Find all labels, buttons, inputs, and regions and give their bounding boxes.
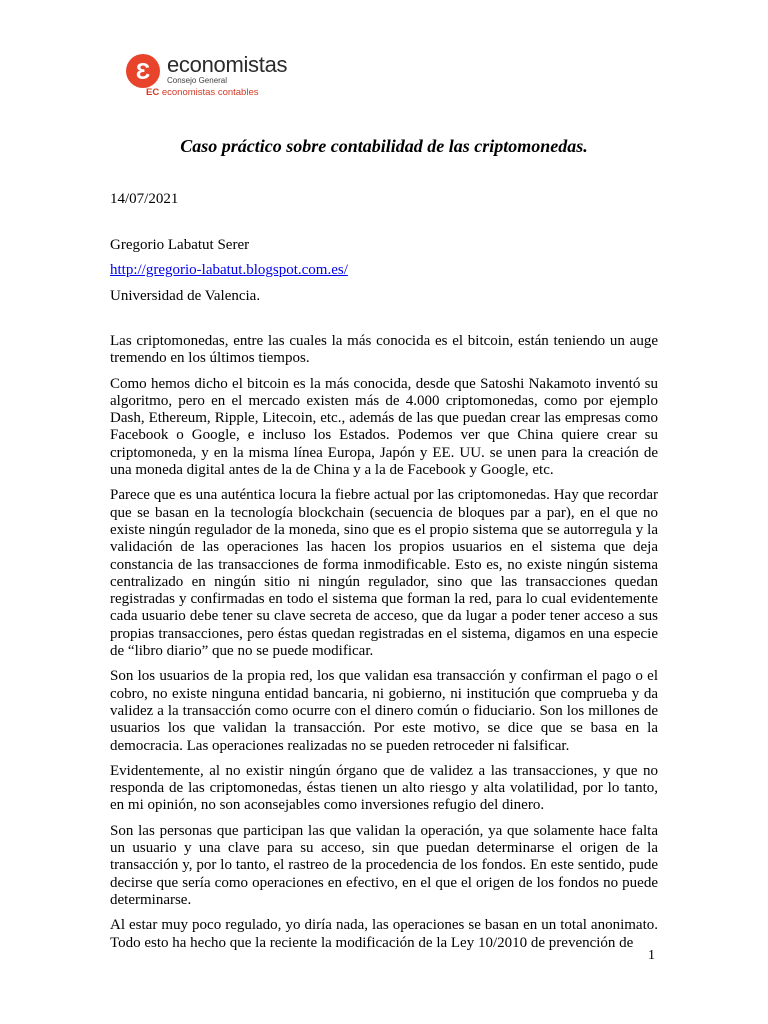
document-date: 14/07/2021 <box>110 191 179 207</box>
body-paragraph: Las criptomonedas, entre las cuales la más conocida es el bitcoin, están teniendo un auge tremendo en los últimos tiempos. <box>110 333 658 367</box>
document-affiliation: Universidad de Valencia. <box>110 288 261 304</box>
body-paragraph: Son las personas que participan las que validan la operación, ya que solamente hace falta un usuario y una clave para su acceso, sin que puedan determinarse el origen de la transacción y, por lo tanto, el rastreo de la procedencia de los fondos. En este sentido, pude decirse que sería como operaciones en efectivo, en el que el origen de los fondos no puede determinarse. <box>110 822 658 908</box>
economistas-logo <box>126 52 346 102</box>
document-author: Gregorio Labatut Serer <box>110 237 250 253</box>
body-paragraph: Como hemos dicho el bitcoin es la más conocida, desde que Satoshi Nakamoto inventó su algoritmo, pero en el mercado existen más de 4.000 criptomonedas, como por ejemplo Dash, Ethereum, Ripple, Litecoin, etc., además de las que puedan crear las empresas como Facebook o Google, e incluso los Estados. Podemos ver que China quiere crear su criptomoneda, y en la misma línea Europa, Japón y EE. UU. se unen para la creación de una moneda digital antes de la de China y a la de Facebook y Google, etc. <box>110 375 658 479</box>
body-paragraph: Son los usuarios de la propia red, los que validan esa transacción y confirman el pago o el cobro, no existe ninguna entidad bancaria, ni gobierno, ni institución que comprueba y da validez a la transacción como ocurre con el dinero común o fiduciario. Son los millones de usuarios los que validan la transacción. Por este motivo, se dice que se basa en la democracia. Las operaciones realizadas no se pueden retroceder ni falsificar. <box>110 668 658 754</box>
logo-ec-text: economistas contables <box>161 87 259 98</box>
page-number: 1 <box>648 948 655 963</box>
logo-ec-prefix: EC <box>146 87 160 98</box>
body-paragraph: Evidentemente, al no existir ningún órgano que de validez a las transacciones, y que no responda de las criptomonedas, éstas tienen un alto riesgo y alta volatilidad, por lo tanto, en mi opinión, no son aconsejables como inversiones refugio del dinero. <box>110 762 658 814</box>
logo-name: economistas <box>167 52 288 77</box>
body-paragraph: Al estar muy poco regulado, yo diría nada, las operaciones se basan en un total anonimato. Todo esto ha hecho que la reciente la modificación de la Ley 10/2010 de prevención de <box>110 917 658 951</box>
logo-ec-line <box>146 87 258 99</box>
document-title: Caso práctico sobre contabilidad de las criptomonedas. <box>180 136 588 156</box>
body-paragraph: Parece que es una auténtica locura la fiebre actual por las criptomonedas. Hay que recordar que se basan en la tecnología blockchain (secuencia de bloques par a par), en el que no existe ningún regulador de la moneda, sino que es el propio sistema que se autorregula y la validación de las operaciones las hacen los propios usuarios en el sistema que deja constancia de las transacciones de forma inmodificable. Esto es, no existe ningún sistema centralizado en ningún sitio ni ningún regulador, sino que las transacciones quedan registradas y confirmadas en todo el sistema que forman la red, para lo cual evidentemente cada usuario debe tener su clave secreta de acceso, que da lugar a poder tener acceso a sus propias transacciones, pero éstas quedan registradas en el sistema, digamos en una especie de “libro diario” que no se puede modificar. <box>110 487 658 660</box>
logo-subtitle: Consejo General <box>167 76 228 85</box>
author-blog-link[interactable]: http://gregorio-labatut.blogspot.com.es/ <box>110 262 348 278</box>
economistas-logo-icon: Ɛ <box>126 54 160 88</box>
document-body <box>110 333 658 960</box>
